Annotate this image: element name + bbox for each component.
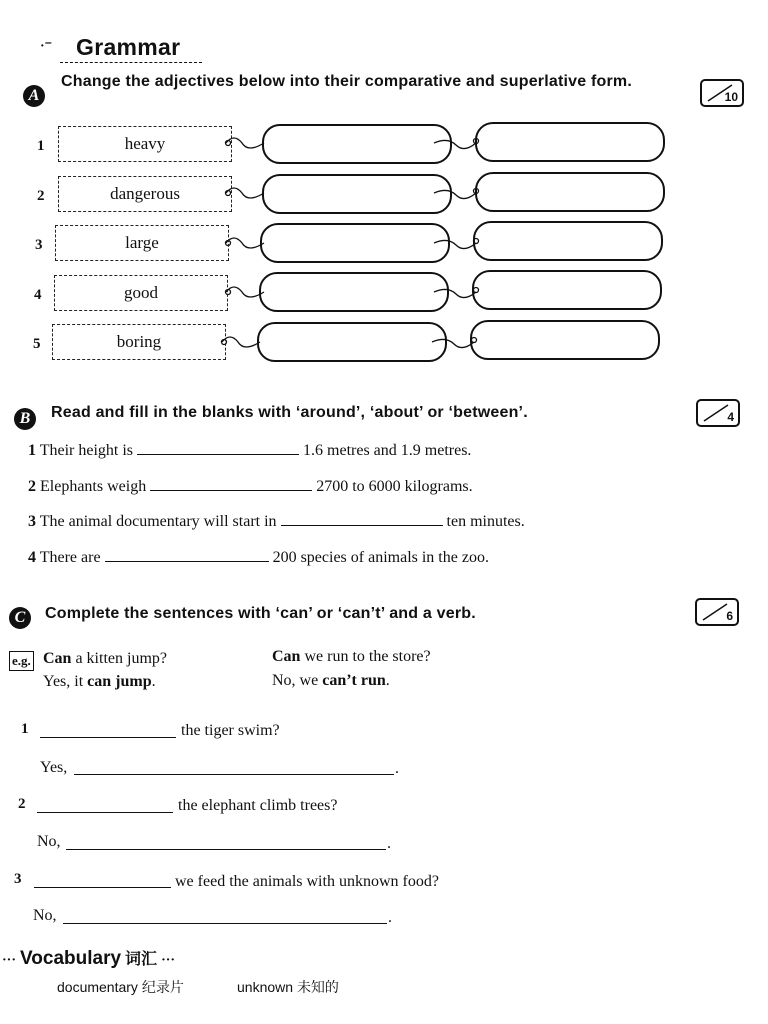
section-b-sentence-4 <box>28 548 489 567</box>
comparative-answer-pill[interactable] <box>262 174 452 214</box>
section-b-sentence-3 <box>28 512 525 531</box>
title-decoration: ·⁻ <box>40 39 53 54</box>
sentence-end: 2700 to 6000 kilograms. <box>316 478 473 495</box>
superlative-answer-pill[interactable] <box>470 320 660 360</box>
adjective-box: heavy <box>58 126 232 162</box>
answer-blank[interactable] <box>66 848 386 850</box>
question-text: the elephant climb trees? <box>178 797 338 814</box>
superlative-answer-pill[interactable] <box>475 172 665 212</box>
section-a-instruction: Change the adjectives below into their comparative and superlative form. <box>61 73 632 90</box>
section-b-score: 4 <box>727 410 734 424</box>
section-c-number: 2 <box>18 796 26 812</box>
answer-start: No, <box>37 833 61 850</box>
section-c-score: 6 <box>726 609 733 623</box>
example-text: we run to the store? <box>300 648 431 665</box>
example-label: e.g. <box>9 651 34 671</box>
section-a-number: 2 <box>37 188 45 204</box>
vocab-translation: 未知的 <box>296 979 339 995</box>
vocab-word: documentary <box>57 979 138 995</box>
fill-blank[interactable] <box>105 548 269 562</box>
comparative-answer-pill[interactable] <box>262 124 452 164</box>
sentence-end: 1.6 metres and 1.9 metres. <box>303 442 472 459</box>
example-bold: can’t run <box>322 672 386 689</box>
example-text: . <box>385 672 390 689</box>
superlative-answer-pill[interactable] <box>472 270 662 310</box>
example-text: Yes, it <box>43 673 88 690</box>
answer-start: No, <box>33 907 57 924</box>
dots-icon: ··· <box>161 953 176 968</box>
dots-icon: ··· <box>2 953 17 968</box>
section-c-score-box <box>695 598 739 626</box>
example-1-answer <box>43 673 156 691</box>
section-a-number: 1 <box>37 138 45 154</box>
adjective-box: boring <box>52 324 226 360</box>
item-number: 2 <box>28 478 36 495</box>
section-c-number: 1 <box>21 721 29 737</box>
sentence-start: Elephants weigh <box>40 478 147 495</box>
section-b-instruction: Read and fill in the blanks with ‘around’, ‘about’ or ‘between’. <box>51 404 528 421</box>
item-number: 4 <box>28 549 36 566</box>
section-b-sentence-1 <box>28 441 471 460</box>
example-bold: Can <box>43 650 72 667</box>
vocab-translation: 纪录片 <box>141 979 184 995</box>
answer-period: . <box>388 909 392 926</box>
adjective-box: large <box>55 225 229 261</box>
question-blank[interactable] <box>34 886 171 888</box>
vocabulary-title-cn: 词汇 <box>125 951 158 968</box>
vocabulary-heading <box>2 946 175 970</box>
superlative-answer-pill[interactable] <box>475 122 665 162</box>
vocab-entry <box>237 977 339 997</box>
adjective-box: dangerous <box>58 176 232 212</box>
section-a-number: 4 <box>34 287 42 303</box>
answer-period: . <box>387 835 391 852</box>
vocab-entry <box>57 977 184 997</box>
answer-start: Yes, <box>40 759 68 776</box>
example-bold: can jump <box>87 673 152 690</box>
question-blank[interactable] <box>37 811 173 813</box>
question-text: we feed the animals with unknown food? <box>175 873 439 890</box>
comparative-answer-pill[interactable] <box>260 223 450 263</box>
comparative-answer-pill[interactable] <box>259 272 449 312</box>
section-a-score: 10 <box>724 90 738 104</box>
answer-blank[interactable] <box>74 773 394 775</box>
section-b-badge: B <box>14 408 36 430</box>
fill-blank[interactable] <box>137 441 299 455</box>
section-a-number: 3 <box>35 237 43 253</box>
sentence-end: 200 species of animals in the zoo. <box>272 549 489 566</box>
section-c-badge: C <box>9 607 31 629</box>
sentence-start: The animal documentary will start in <box>39 513 277 530</box>
section-b-score-box <box>696 399 740 427</box>
page-title: Grammar <box>76 34 181 60</box>
example-text: No, we <box>272 672 323 689</box>
question-text: the tiger swim? <box>181 722 280 739</box>
section-b-sentence-2 <box>28 477 473 496</box>
section-a-number: 5 <box>33 336 41 352</box>
example-text: . <box>151 673 156 690</box>
fill-blank[interactable] <box>281 512 443 526</box>
adjective-box: good <box>54 275 228 311</box>
section-a-badge: A <box>23 85 45 107</box>
sentence-start: Their height is <box>39 442 134 459</box>
sentence-start: There are <box>39 549 101 566</box>
example-2-question <box>272 648 431 666</box>
superlative-answer-pill[interactable] <box>473 221 663 261</box>
sentence-end: ten minutes. <box>446 513 525 530</box>
example-text: a kitten jump? <box>71 650 167 667</box>
example-1-question <box>43 650 167 668</box>
example-bold: Can <box>272 648 301 665</box>
answer-blank[interactable] <box>63 922 387 924</box>
answer-period: . <box>395 760 399 777</box>
fill-blank[interactable] <box>150 477 312 491</box>
question-blank[interactable] <box>40 736 176 738</box>
comparative-answer-pill[interactable] <box>257 322 447 362</box>
example-2-answer <box>272 672 390 690</box>
section-c-instruction: Complete the sentences with ‘can’ or ‘can’t’ and a verb. <box>45 605 476 622</box>
section-c-number: 3 <box>14 871 22 887</box>
vocab-word: unknown <box>237 979 294 995</box>
item-number: 1 <box>28 442 36 459</box>
item-number: 3 <box>28 513 36 530</box>
vocabulary-title: Vocabulary <box>20 948 122 969</box>
